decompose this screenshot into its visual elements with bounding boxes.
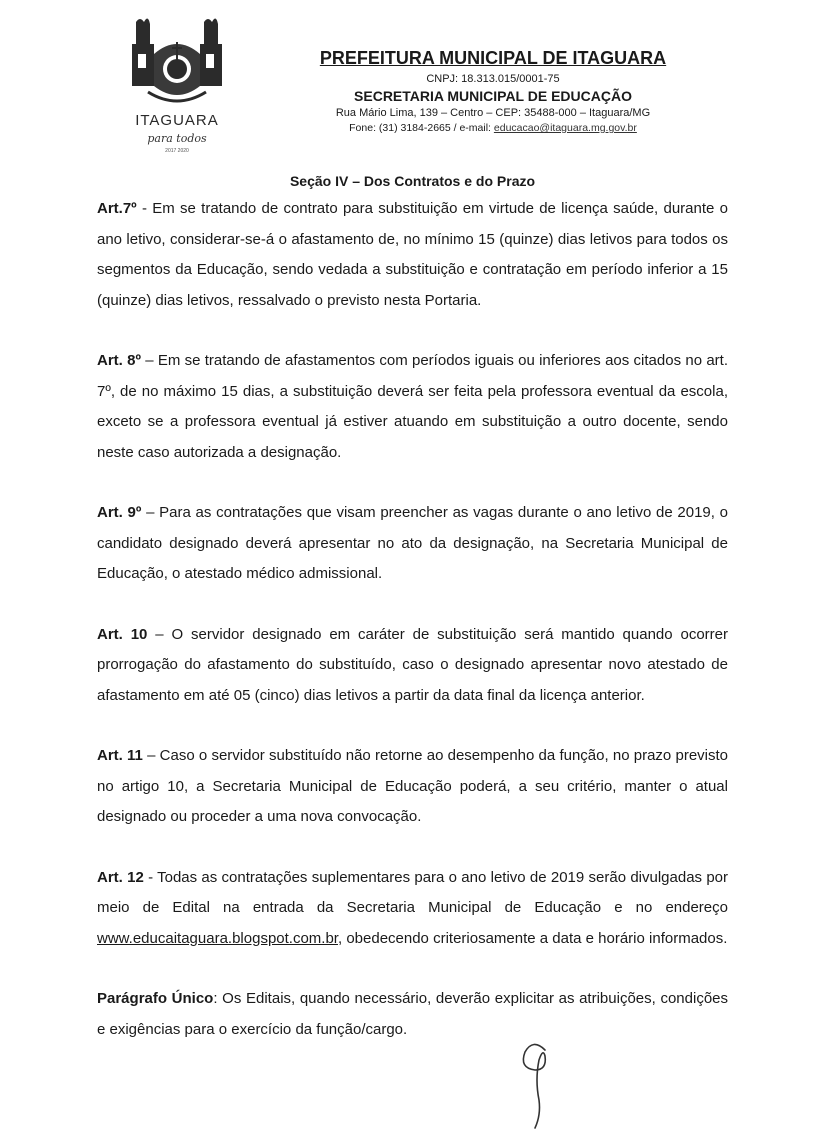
article-text: – Caso o servidor substituído não retorne ao desempenho da função, no prazo previsto no artigo 10, a Secretaria Municipal de Educação poderá, a seu critério, manter o atual designado ou proceder a uma nova convocação. — [97, 747, 729, 825]
header-address: Rua Mário Lima, 139 – Centro – CEP: 35488-000 – Itaguara/MG — [335, 107, 651, 119]
header-phone: Fone: (31) 3184-2665 / e-mail: — [349, 122, 494, 134]
header-title: PREFEITURA MUNICIPAL DE ITAGUARA — [319, 48, 667, 68]
article-11 — [97, 741, 728, 833]
header-cnpj: CNPJ: 18.313.015/0001-75 — [426, 73, 560, 85]
paragrafo-label: Parágrafo Único — [97, 990, 214, 1007]
article-8 — [97, 346, 728, 468]
document-body — [97, 168, 728, 1075]
paragrafo-text: : Os Editais, quando necessário, deverão explicitar as atribuições, condições e exigências para o exercício da função/cargo. — [97, 990, 728, 1038]
logo-years: 2017 2020 — [165, 148, 189, 154]
logo-slogan: para todos — [147, 132, 207, 145]
coat-of-arms-icon — [118, 14, 236, 114]
article-10 — [97, 620, 728, 712]
article-label: Art. 9º — [97, 504, 142, 521]
article-text: – Para as contratações que visam preencher as vagas durante o ano letivo de 2019, o candidato designado deverá apresentar no ato da designação, na Secretaria Municipal de Educação, o atestado médico admissional. — [97, 504, 728, 582]
article-7 — [97, 194, 728, 316]
article-text: , obedecendo criteriosamente a data e horário informados. — [337, 929, 728, 947]
article-9 — [97, 498, 728, 590]
header-email-link[interactable]: educacao@itaguara.mg.gov.br — [493, 122, 637, 134]
article-label: Art. 8º — [97, 352, 141, 369]
article-12 — [97, 863, 728, 955]
section-title: Seção IV – Dos Contratos e do Prazo — [289, 173, 536, 189]
header-contact — [303, 121, 683, 135]
article-text: – O servidor designado em caráter de substituição será mantido quando ocorrer prorrogação do afastamento do substituído, caso o designado apresentar novo atestado de afastamento em até 05 (cinco) dias letivos a partir da data final da licença anterior. — [97, 625, 728, 704]
article-label: Art. 12 — [97, 868, 144, 886]
article-text: - Em se tratando de contrato para substituição em virtude de licença saúde, durante o ano letivo, considerar-se-á o afastamento de, no mínimo 15 (quinze) dias letivos para todos os segmentos da Educação, sendo vedada a substituição e contratação em período inferior a 15 (quinze) dias letivos, ressalvado o previsto nesta Portaria. — [97, 200, 728, 309]
article-label: Art. 10 — [97, 625, 148, 643]
logo-name: ITAGUARA — [135, 112, 219, 129]
blog-link[interactable]: www.educaitaguara.blogspot.com.br — [97, 929, 338, 947]
municipal-logo — [118, 14, 236, 164]
article-label: Art.7º — [97, 200, 137, 217]
letterhead — [303, 47, 683, 135]
article-label: Art. 11 — [97, 747, 143, 764]
paragrafo-unico — [97, 984, 728, 1045]
handwritten-initial-signature — [505, 1030, 565, 1130]
header-secretaria: SECRETARIA MUNICIPAL DE EDUCAÇÃO — [354, 88, 632, 104]
article-text: - Todas as contratações suplementares para o ano letivo de 2019 serão divulgadas por meio de Edital na entrada da Secretaria Municipal de Educação e no endereço — [97, 868, 729, 916]
article-text: – Em se tratando de afastamentos com períodos iguais ou inferiores aos citados no art. 7º, de no máximo 15 dias, a substituição deverá ser feita pela professora eventual da escola, exceto se a professora eventual já estiver atuando em substituição a outro docente, sendo neste caso autorizada a designação. — [97, 352, 728, 461]
